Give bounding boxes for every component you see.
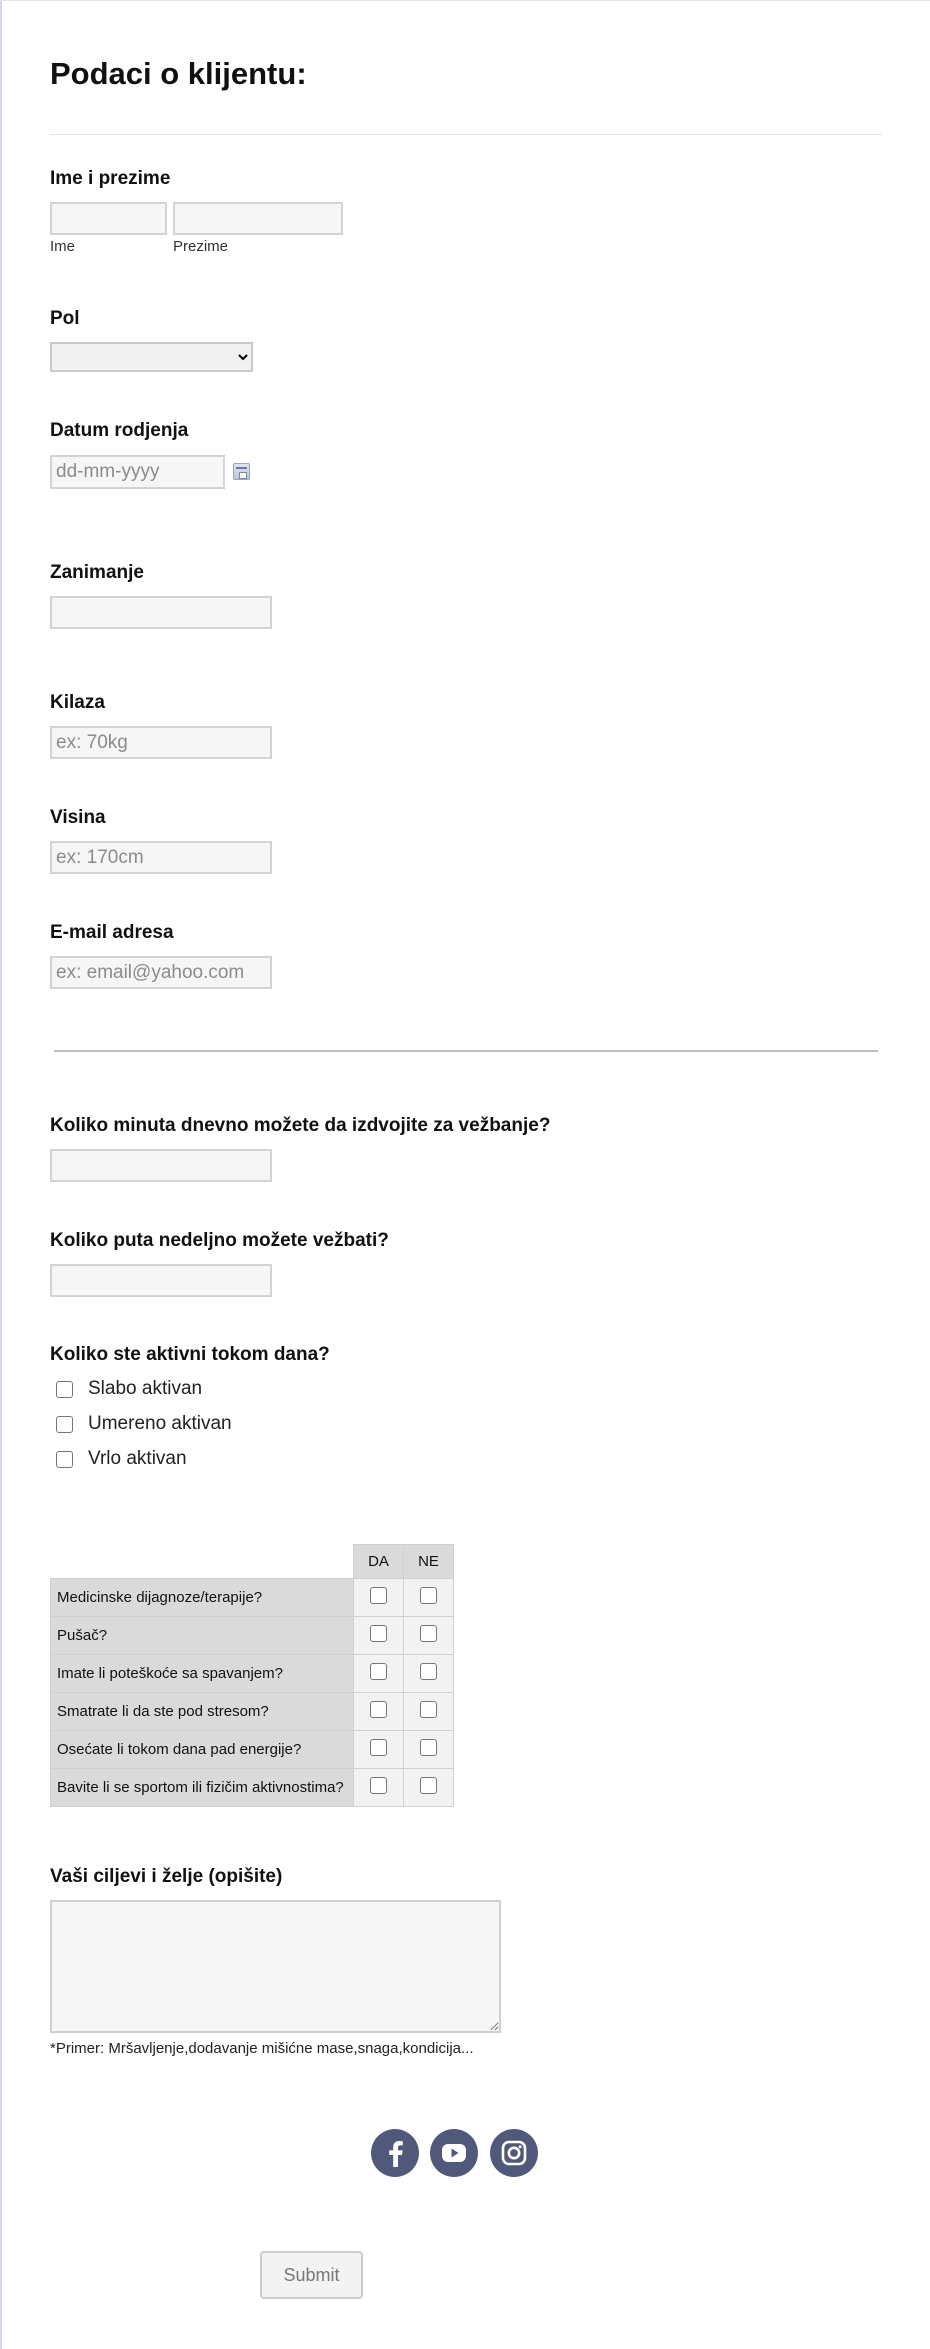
first-name-input[interactable] (50, 202, 167, 235)
activity-checkbox-1[interactable] (56, 1381, 73, 1398)
instagram-icon[interactable] (490, 2129, 538, 2177)
matrix-cell-ne[interactable] (404, 1655, 454, 1693)
gender-select[interactable] (50, 342, 253, 372)
activity-option-2-label: Umereno aktivan (88, 1413, 232, 1434)
matrix-checkbox-da[interactable] (370, 1777, 387, 1794)
goals-hint: *Primer: Mršavljenje,dodavanje mišićne mase,snaga,kondicija... (50, 2040, 474, 2057)
matrix-row (51, 1693, 454, 1731)
minutes-input[interactable] (50, 1149, 272, 1182)
page-top-border (0, 0, 930, 1)
height-input[interactable] (50, 841, 272, 874)
matrix-checkbox-ne[interactable] (420, 1625, 437, 1642)
matrix-row (51, 1731, 454, 1769)
matrix-cell-da[interactable] (354, 1655, 404, 1693)
matrix-checkbox-da[interactable] (370, 1701, 387, 1718)
occupation-input[interactable] (50, 596, 272, 629)
facebook-icon[interactable] (371, 2129, 419, 2177)
matrix-question: Pušač? (51, 1617, 354, 1655)
matrix-checkbox-ne[interactable] (420, 1777, 437, 1794)
matrix-checkbox-da[interactable] (370, 1739, 387, 1756)
matrix-question: Medicinske dijagnoze/terapije? (51, 1579, 354, 1617)
activity-option-3-label: Vrlo aktivan (88, 1448, 187, 1469)
times-input[interactable] (50, 1264, 272, 1297)
matrix-cell-da[interactable] (354, 1579, 404, 1617)
height-label: Visina (50, 807, 106, 828)
matrix-question: Smatrate li da ste pod stresom? (51, 1693, 354, 1731)
activity-option-2[interactable] (56, 1413, 232, 1435)
goals-textarea[interactable] (50, 1900, 501, 2033)
matrix-row (51, 1579, 454, 1617)
matrix-row (51, 1655, 454, 1693)
gender-label: Pol (50, 308, 80, 329)
minutes-label: Koliko minuta dnevno možete da izdvojite za vežbanje? (50, 1115, 551, 1136)
birthdate-input[interactable] (50, 455, 225, 489)
weight-label: Kilaza (50, 692, 105, 713)
matrix-question: Imate li poteškoće sa spavanjem? (51, 1655, 354, 1693)
activity-option-1-label: Slabo aktivan (88, 1378, 203, 1399)
matrix-question: Bavite li se sportom ili fizičim aktivnostima? (51, 1769, 354, 1807)
times-label: Koliko puta nedeljno možete vežbati? (50, 1230, 389, 1251)
calendar-icon[interactable] (233, 463, 250, 480)
email-label: E-mail adresa (50, 922, 174, 943)
matrix-cell-ne[interactable] (404, 1731, 454, 1769)
email-input[interactable] (50, 956, 272, 989)
matrix-header-row (51, 1545, 454, 1579)
matrix-row (51, 1617, 454, 1655)
title-divider (50, 134, 882, 135)
matrix-checkbox-ne[interactable] (420, 1587, 437, 1604)
birthdate-label: Datum rodjenja (50, 420, 189, 441)
submit-button[interactable]: Submit (260, 2251, 363, 2299)
form-title: Podaci o klijentu: (50, 56, 307, 91)
matrix-checkbox-ne[interactable] (420, 1663, 437, 1680)
occupation-label: Zanimanje (50, 562, 144, 583)
matrix-cell-da[interactable] (354, 1769, 404, 1807)
section-divider (54, 1050, 878, 1052)
first-name-sublabel: Ime (50, 238, 76, 255)
matrix-checkbox-da[interactable] (370, 1663, 387, 1680)
matrix-checkbox-ne[interactable] (420, 1739, 437, 1756)
page-left-border (0, 0, 2, 2349)
matrix-col-da: DA (354, 1545, 404, 1579)
matrix-cell-ne[interactable] (404, 1769, 454, 1807)
activity-label: Koliko ste aktivni tokom dana? (50, 1344, 330, 1365)
matrix-cell-ne[interactable] (404, 1693, 454, 1731)
matrix-cell-ne[interactable] (404, 1617, 454, 1655)
last-name-sublabel: Prezime (173, 238, 229, 255)
activity-option-3[interactable] (56, 1448, 187, 1470)
activity-checkbox-3[interactable] (56, 1451, 73, 1468)
youtube-icon[interactable] (430, 2129, 478, 2177)
weight-input[interactable] (50, 726, 272, 759)
health-matrix (50, 1544, 454, 1807)
matrix-cell-da[interactable] (354, 1693, 404, 1731)
last-name-input[interactable] (173, 202, 343, 235)
matrix-row (51, 1769, 454, 1807)
matrix-cell-da[interactable] (354, 1731, 404, 1769)
activity-checkbox-2[interactable] (56, 1416, 73, 1433)
matrix-cell-ne[interactable] (404, 1579, 454, 1617)
matrix-checkbox-ne[interactable] (420, 1701, 437, 1718)
matrix-checkbox-da[interactable] (370, 1587, 387, 1604)
name-label: Ime i prezime (50, 168, 171, 189)
matrix-corner (51, 1545, 354, 1579)
goals-label: Vaši ciljevi i želje (opišite) (50, 1866, 283, 1887)
matrix-question: Osećate li tokom dana pad energije? (51, 1731, 354, 1769)
activity-option-1[interactable] (56, 1378, 202, 1400)
matrix-col-ne: NE (404, 1545, 454, 1579)
matrix-cell-da[interactable] (354, 1617, 404, 1655)
matrix-checkbox-da[interactable] (370, 1625, 387, 1642)
